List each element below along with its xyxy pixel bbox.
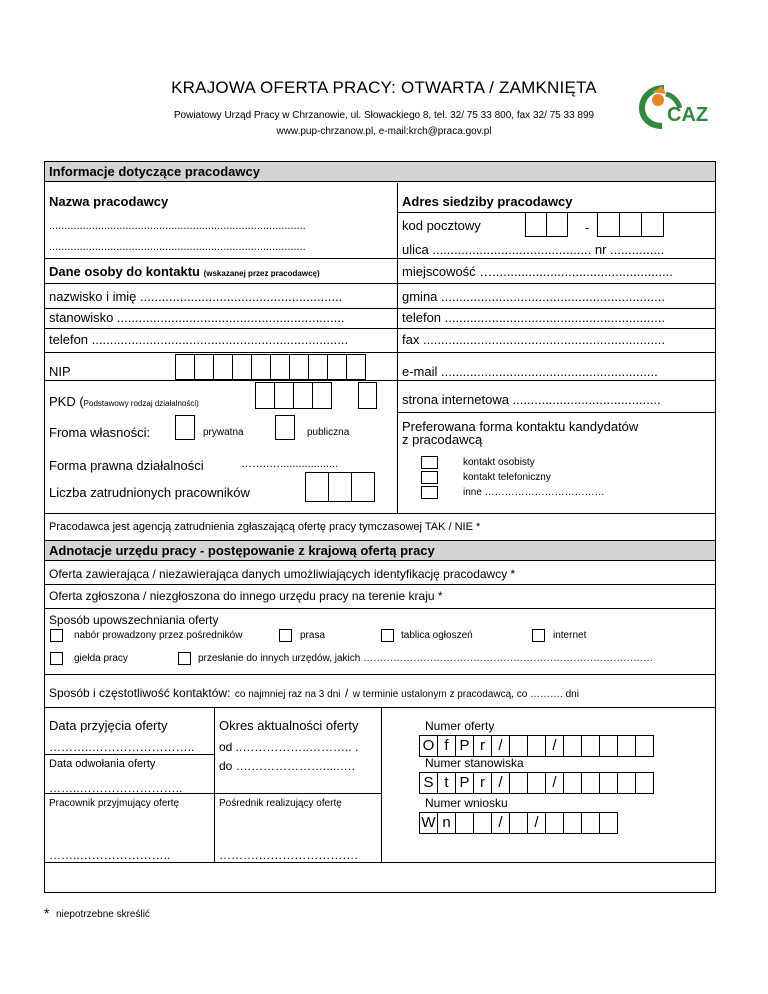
internet-label: internet: [553, 630, 587, 641]
contact-personal-label: kontakt osobisty: [463, 457, 535, 468]
withdrawal-date-field[interactable]: ……..……………………..: [49, 781, 183, 795]
number-cell[interactable]: [581, 812, 600, 834]
other-office-line: Oferta zgłoszona / niezgłoszona do innego urzędu pracy na terenie kraju *: [49, 589, 443, 603]
identification-line: Oferta zawierająca / niezawierająca danych umożliwiających identyfikację pracodawcy *: [49, 567, 516, 581]
position-field[interactable]: stanowisko ...............................................................: [49, 310, 345, 325]
address-label: Adres siedziby pracodawcy: [402, 194, 573, 209]
number-cell[interactable]: [617, 772, 636, 794]
number-cell[interactable]: /: [545, 735, 564, 757]
number-cell[interactable]: [455, 812, 474, 834]
number-cell[interactable]: W: [419, 812, 438, 834]
frequency-line: Sposób i częstotliwość kontaktów: co najmniej raz na 3 dni / w terminie ustalonym z pracodawcą, co ………. dni: [49, 686, 579, 700]
number-cell[interactable]: S: [419, 772, 438, 794]
number-cell[interactable]: [509, 812, 528, 834]
number-cell[interactable]: [563, 772, 582, 794]
number-cell[interactable]: [599, 812, 618, 834]
acceptance-date-field[interactable]: ………..……………………..: [49, 740, 195, 754]
name-field[interactable]: nazwisko i imię ........................................................: [49, 289, 343, 304]
validity-label: Okres aktualności oferty: [219, 718, 359, 733]
commune-field[interactable]: gmina ..............................................................: [402, 289, 665, 304]
phone-field[interactable]: telefon .......................................................................: [49, 332, 349, 347]
worker-field[interactable]: ……..…………………..: [49, 848, 171, 862]
office-address: Powiatowy Urząd Pracy w Chrzanowie, ul. Słowackiego 8, tel. 32/ 75 33 800, fax 32/ 75 33 899: [173, 110, 595, 121]
position-number-boxes[interactable]: [420, 772, 654, 794]
press-label: prasa: [300, 630, 326, 641]
contact-phone-checkbox[interactable]: [421, 471, 438, 484]
number-cell[interactable]: [617, 735, 636, 757]
number-cell[interactable]: [473, 812, 492, 834]
agent-field[interactable]: ……….…………………….: [219, 848, 358, 862]
fax-field[interactable]: fax ...................................................................: [402, 332, 665, 347]
request-number-label: Numer wniosku: [425, 796, 508, 810]
acceptance-date-label: Data przyjęcia oferty: [49, 718, 168, 733]
number-cell[interactable]: /: [491, 772, 510, 794]
number-cell[interactable]: P: [455, 735, 474, 757]
postal-dash: -: [585, 220, 590, 235]
legal-form-label: Forma prawna działalności: [49, 458, 204, 473]
contact-phone-label: kontakt telefoniczny: [463, 472, 551, 483]
number-cell[interactable]: [635, 735, 654, 757]
footnote-asterisk: *: [44, 905, 50, 921]
number-cell[interactable]: [563, 735, 582, 757]
nip-boxes[interactable]: [176, 354, 366, 380]
number-cell[interactable]: [635, 772, 654, 794]
number-cell[interactable]: [527, 735, 546, 757]
contact-person-label: Dane osoby do kontaktu (wskazanej przez pracodawcę): [49, 264, 320, 279]
website-field[interactable]: strona internetowa .........................................: [402, 392, 661, 407]
postal-boxes-b[interactable]: [598, 212, 664, 237]
validity-from[interactable]: od ..……………..……….. .: [219, 740, 359, 754]
offer-number-boxes[interactable]: [420, 735, 654, 757]
number-cell[interactable]: f: [437, 735, 456, 757]
intermediaries-checkbox[interactable]: [50, 629, 63, 642]
other-offices-label: przesłanie do innych urzędów, jakich ……………………………………………………………………………: [198, 653, 654, 664]
fair-checkbox[interactable]: [50, 652, 63, 665]
pkd-boxes[interactable]: [256, 382, 332, 409]
pref-contact-label: Preferowana forma kontaktu kandydatów z pracodawcą: [402, 419, 639, 447]
office-contact: www.pup-chrzanow.pl, e-mail:krch@praca.gov.pl: [276, 126, 492, 137]
job-offer-form: [44, 161, 716, 893]
number-cell[interactable]: [581, 772, 600, 794]
public-checkbox[interactable]: [275, 415, 295, 440]
internet-checkbox[interactable]: [532, 629, 545, 642]
number-cell[interactable]: P: [455, 772, 474, 794]
position-number-label: Numer stanowiska: [425, 756, 524, 770]
nip-label: NIP: [49, 364, 71, 379]
pkd-label: PKD (Podstawowy rodzaj działalności): [49, 394, 199, 409]
street-field[interactable]: ulica ............................................ nr ...............: [402, 242, 665, 257]
number-cell[interactable]: O: [419, 735, 438, 757]
number-cell[interactable]: /: [491, 812, 510, 834]
withdrawal-date-label: Data odwołania oferty: [49, 758, 156, 770]
employer-name-line-2[interactable]: ....................................................................................: [49, 241, 306, 253]
number-cell[interactable]: /: [491, 735, 510, 757]
number-cell[interactable]: [599, 735, 618, 757]
postal-boxes-a[interactable]: [526, 212, 568, 237]
number-cell[interactable]: r: [473, 735, 492, 757]
number-cell[interactable]: [563, 812, 582, 834]
number-cell[interactable]: [509, 772, 528, 794]
number-cell[interactable]: [509, 735, 528, 757]
board-label: tablica ogłoszeń: [401, 630, 473, 641]
employees-label: Liczba zatrudnionych pracowników: [49, 485, 250, 500]
agent-label: Pośrednik realizujący ofertę: [219, 798, 342, 809]
number-cell[interactable]: [581, 735, 600, 757]
other-offices-checkbox[interactable]: [178, 652, 191, 665]
employees-boxes[interactable]: [306, 472, 375, 502]
number-cell[interactable]: [599, 772, 618, 794]
postal-label: kod pocztowy: [402, 218, 481, 233]
section-office-header: Adnotacje urzędu pracy - postępowanie z krajową ofertą pracy: [45, 541, 715, 561]
number-cell[interactable]: r: [473, 772, 492, 794]
public-label: publiczna: [307, 427, 350, 438]
legal-form-field[interactable]: ……..…...................: [241, 458, 339, 470]
number-cell[interactable]: [545, 812, 564, 834]
ownership-label: Froma własności:: [49, 425, 151, 440]
validity-to[interactable]: do ….……………….....….: [219, 759, 356, 773]
footnote: niepotrzebne skreślić: [56, 909, 150, 920]
pkd-extra-box[interactable]: [358, 382, 377, 409]
board-checkbox[interactable]: [381, 629, 394, 642]
city-field[interactable]: miejscowość …..................................................: [402, 264, 673, 279]
contact-other-checkbox[interactable]: [421, 486, 438, 499]
request-number-boxes[interactable]: [420, 812, 618, 834]
number-cell[interactable]: /: [545, 772, 564, 794]
logo-text: CAZ: [667, 104, 709, 126]
employer-name-label: Nazwa pracodawcy: [49, 194, 169, 209]
phone2-field[interactable]: telefon .............................................................: [402, 310, 665, 325]
employer-name-line-1[interactable]: ....................................................................................: [49, 220, 306, 232]
page-title: KRAJOWA OFERTA PRACY: OTWARTA / ZAMKNIĘTA: [171, 78, 597, 97]
dissemination-label: Sposób upowszechniania oferty: [49, 613, 219, 627]
section-employer-header: Informacje dotyczące pracodawcy: [45, 162, 715, 182]
agency-statement: Pracodawca jest agencją zatrudnienia zgłaszającą ofertę pracy tymczasowej TAK / NIE *: [49, 521, 481, 533]
intermediaries-label: nabór prowadzony przez pośredników: [74, 630, 243, 641]
contact-other-label[interactable]: inne ………………………………: [463, 487, 605, 498]
email-field[interactable]: e-mail ............................................................: [402, 364, 658, 379]
worker-label: Pracownik przyjmujący ofertę: [49, 798, 180, 809]
number-cell[interactable]: [527, 772, 546, 794]
private-checkbox[interactable]: [175, 415, 195, 440]
divider: [397, 183, 398, 513]
private-label: prywatna: [203, 427, 244, 438]
offer-number-label: Numer oferty: [425, 719, 495, 733]
number-cell[interactable]: /: [527, 812, 546, 834]
contact-personal-checkbox[interactable]: [421, 456, 438, 469]
press-checkbox[interactable]: [279, 629, 292, 642]
fair-label: giełda pracy: [74, 653, 128, 664]
number-cell[interactable]: t: [437, 772, 456, 794]
number-cell[interactable]: n: [437, 812, 456, 834]
